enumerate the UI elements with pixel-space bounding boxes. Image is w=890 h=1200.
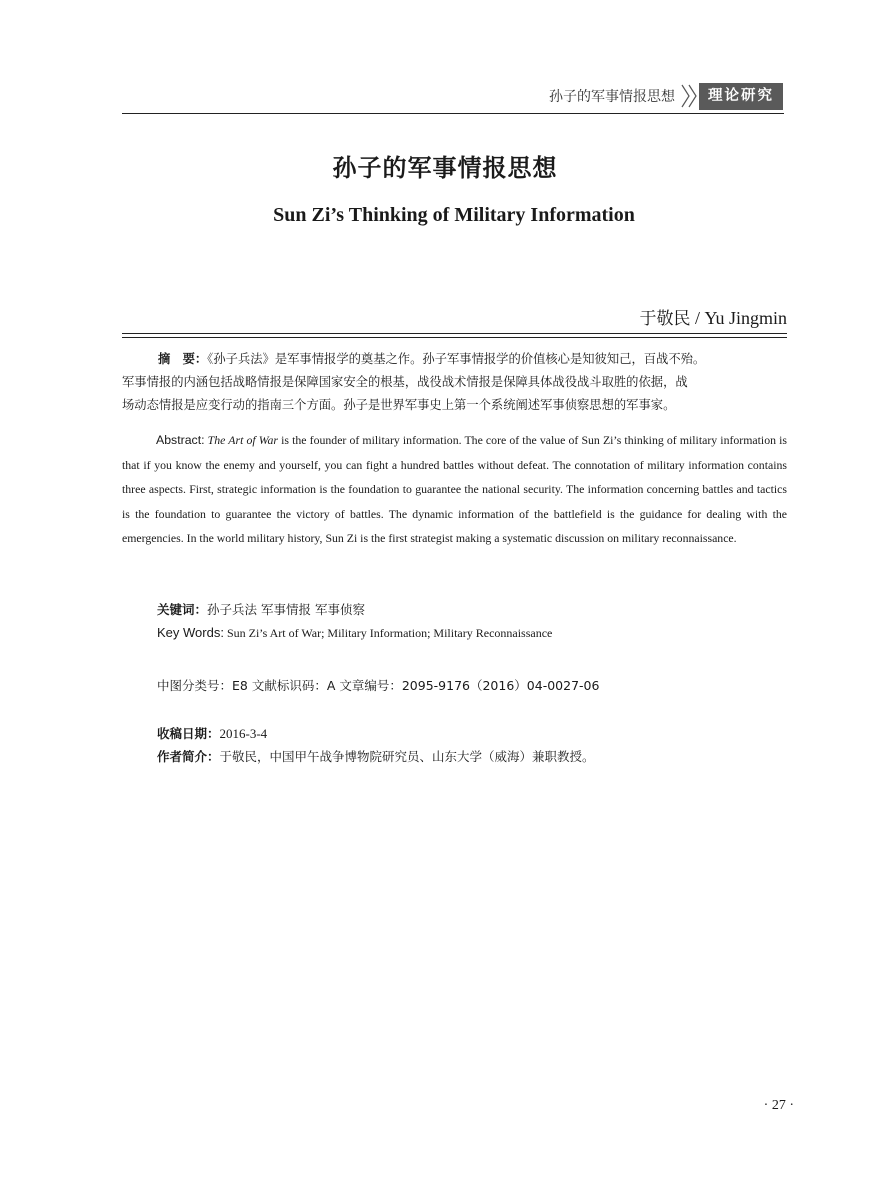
received-value: 2016-3-4 [219,726,268,741]
keywords-en-value: Sun Zi’s Art of War; Military Information; Military Reconnaissance [223,626,553,640]
section-tag: 理论研究 [699,83,783,110]
keywords-en [157,625,552,641]
abstract-cn-label: 摘 要： [158,352,208,366]
page-number: · 27 · [763,1098,794,1113]
classification-line: 中图分类号：E8 文献标识码：A 文章编号：2095-9176（2016）04-0027-06 [157,678,600,693]
received-label: 收稿日期： [157,726,220,741]
abstract-en [122,428,787,551]
keywords-cn-value: 孙子兵法 军事情报 军事侦察 [207,602,365,617]
title-english: Sun Zi’s Thinking of Military Information [273,204,635,226]
abstract-cn-text1: 《孙子兵法》是军事情报学的奠基之作。孙子军事情报学的价值核心是知彼知己，百战不殆。 [207,352,706,366]
abstract-cn-line2: 军事情报的内涵包括战略情报是保障国家安全的根基，战役战术情报是保障具体战役战斗取胜的依据，战 [122,375,688,389]
abstract-en-book-title: The Art of War [207,433,279,447]
abstract-cn-line3: 场动态情报是应变行动的指南三个方面。孙子是世界军事史上第一个系统阐述军事侦察思想的军事家。 [122,398,676,412]
abstract-cn [122,348,787,417]
abstract-cn-line1 [122,348,787,371]
keywords-en-label: Key Words: [157,625,224,640]
bio-label: 作者简介： [157,749,220,764]
author-line [639,304,787,329]
keywords-cn-label: 关键词： [157,602,208,617]
author-bio [157,747,595,765]
abstract-en-label: Abstract: [156,433,205,447]
header-rule [122,113,784,114]
keywords-cn [157,600,365,618]
bio-value: 于敬民，中国甲午战争博物院研究员、山东大学（威海）兼职教授。 [219,749,595,764]
running-title: 孙子的军事情报思想 [549,89,675,105]
received-date [157,724,267,742]
author-en: Yu Jingmin [704,308,787,328]
abstract-en-body: is the founder of military information. The core of the value of Sun Zi’s thinking of military information is that if you know the enemy and yourself, you can fight a hundred battles without defeat. The connotation of military information contains three aspects. First, strategic information is the foundation to guarantee the national security. The information concerning battles and tactics is the foundation to guarantee the victory of battles. The dynamic information of the battlefield is the guidance for dealing with the emergencies. In the world military history, Sun Zi is the first strategist making a systematic discussion on military reconnaissance. [122,433,787,545]
author-sep: / [690,308,705,328]
author-cn: 于敬民 [639,309,691,329]
title-chinese: 孙子的军事情报思想 [332,153,558,182]
author-rule-top [122,333,787,334]
author-rule-bottom [122,337,787,338]
